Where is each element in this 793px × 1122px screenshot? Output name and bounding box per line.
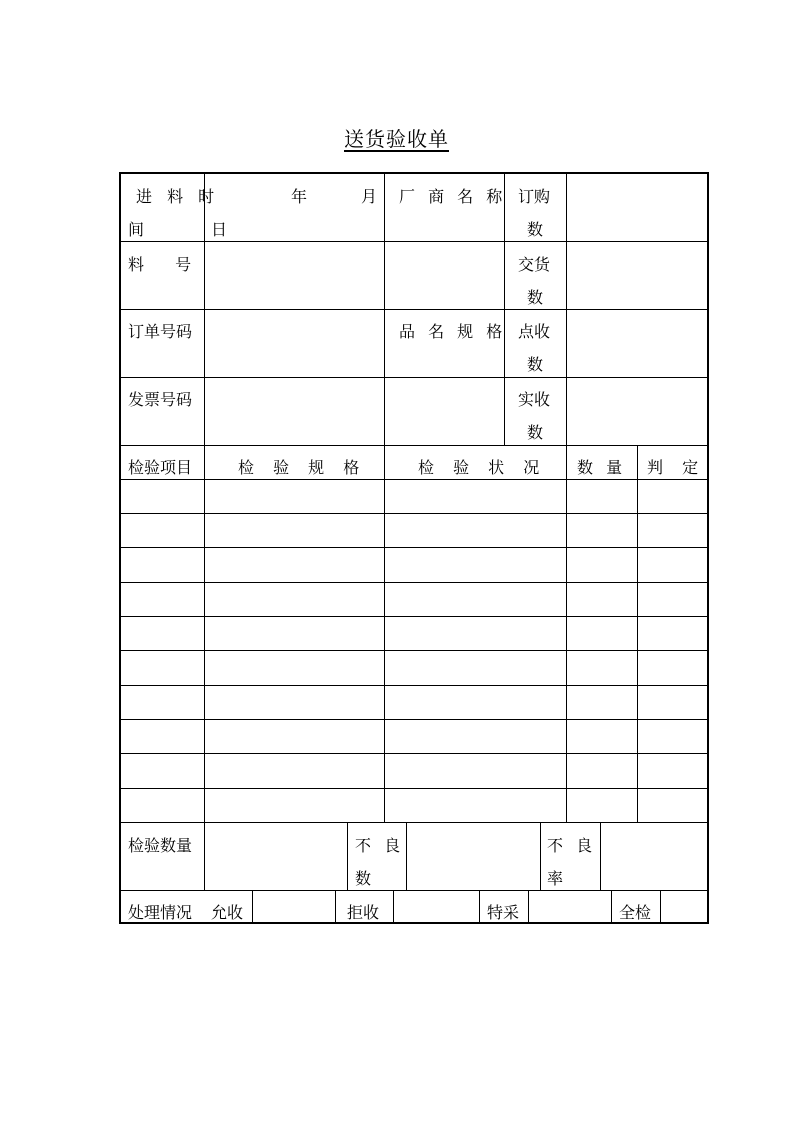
defect-qty-label: 不 良 [355,836,401,855]
row-divider [120,685,708,686]
col-divider [528,890,529,923]
col-divider [611,890,612,923]
row-divider [120,788,708,789]
defect-rate-label: 不 良 [547,836,593,855]
col-divider [204,173,205,890]
actual-qty-label-cont: 数 [527,423,544,442]
deliver-qty-label: 交货 [518,255,551,274]
col-divider [637,445,638,822]
order-no-label: 订单号码 [128,322,193,341]
col-inspect-spec: 检 验 规 格 [238,458,360,477]
col-judgement: 判 定 [647,458,699,477]
col-divider [540,822,541,890]
col-inspect-item: 检验项目 [128,458,193,477]
row-divider [120,582,708,583]
order-qty-label-cont: 数 [527,220,544,239]
inspect-qty-label: 检验数量 [128,836,193,855]
deliver-qty-label-cont: 数 [527,288,544,307]
form-title [0,123,793,152]
in-time-label-cont: 间 [128,220,145,239]
defect-qty-label-cont: 数 [355,869,372,888]
row-divider [120,753,708,754]
form-title-text: 送货验收单 [344,127,449,151]
year-label: 年 [291,187,308,206]
actual-qty-label: 实收 [518,390,551,409]
special-accept-label: 特采 [487,903,520,922]
accept-label: 允收 [211,903,244,922]
col-divider [335,890,336,923]
row-divider [120,547,708,548]
month-label: 月 [361,187,378,206]
in-time-label: 进 料 时 [136,187,220,206]
count-qty-label-cont: 数 [527,355,544,374]
col-divider [660,890,661,923]
count-qty-label: 点收 [518,322,551,341]
col-divider [504,173,505,445]
col-divider [406,822,407,890]
col-divider [600,822,601,890]
row-divider [120,479,708,480]
row-divider [120,719,708,720]
col-divider [566,173,567,822]
col-quantity: 数 量 [577,458,623,477]
col-divider [479,890,480,923]
col-inspect-status: 检 验 状 况 [418,458,540,477]
row-divider [120,616,708,617]
invoice-no-label: 发票号码 [128,390,193,409]
full-inspect-label: 全检 [619,903,652,922]
row-divider [120,445,708,446]
defect-rate-label-cont: 率 [547,869,564,888]
handling-label: 处理情况 [128,903,193,922]
row-divider [120,822,708,823]
vendor-name-label: 厂 商 名 称 [399,187,507,206]
col-divider [347,822,348,890]
row-divider [120,513,708,514]
part-no-label: 料 号 [128,255,192,274]
col-divider [252,890,253,923]
reject-label: 拒收 [347,903,380,922]
row-divider [120,890,708,891]
order-qty-label: 订购 [518,187,551,206]
col-divider [384,173,385,822]
form-table [119,172,709,924]
row-divider [120,377,708,378]
day-label: 日 [211,220,228,239]
row-divider [120,241,708,242]
row-divider [120,309,708,310]
col-divider [393,890,394,923]
row-divider [120,650,708,651]
product-spec-label: 品 名 规 格 [399,322,507,341]
